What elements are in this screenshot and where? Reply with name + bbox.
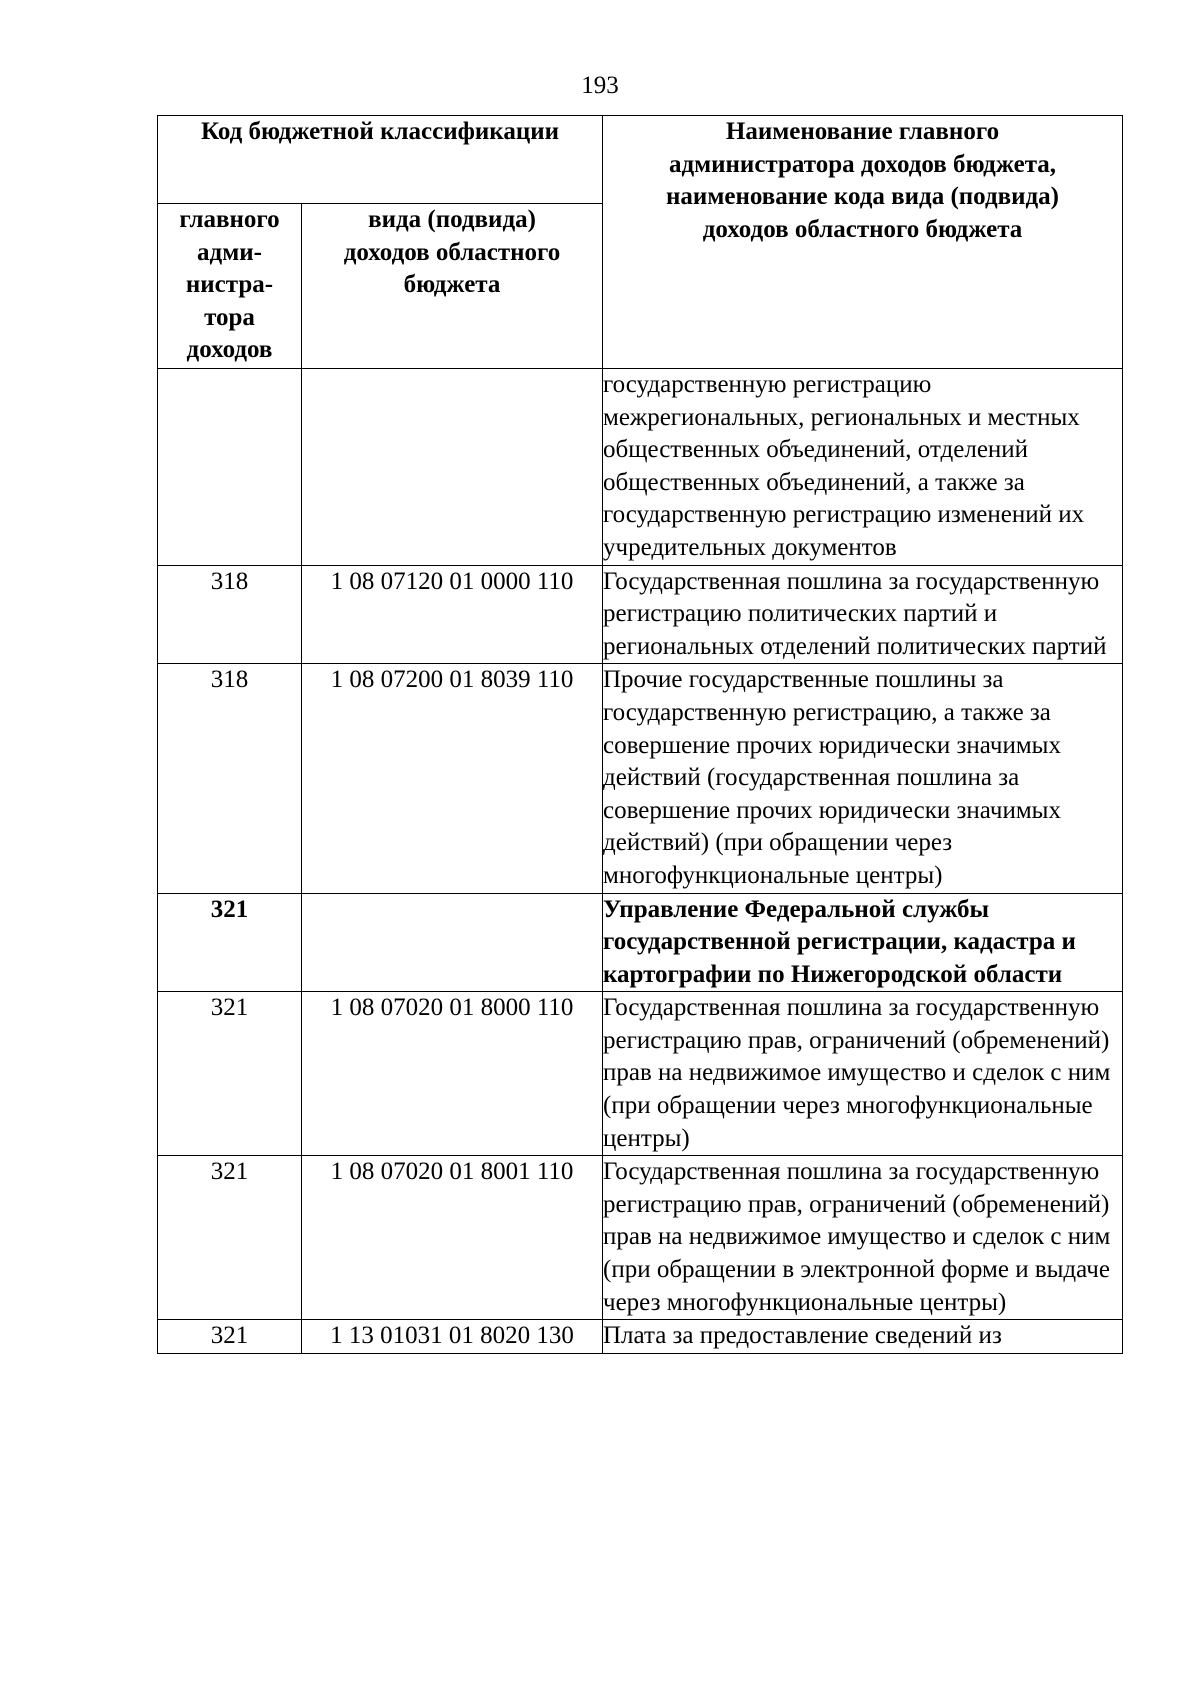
table-row-administrator <box>158 893 1123 992</box>
budget-classification-table <box>157 115 1123 1354</box>
admin-code-cell: 321 <box>158 992 302 1156</box>
header-name-line: Наименование главного <box>725 118 1000 145</box>
table-row <box>158 565 1123 664</box>
admin-code-cell: 321 <box>158 1320 302 1354</box>
admin-code-cell: 321 <box>158 1156 302 1320</box>
table-body <box>158 369 1123 1354</box>
income-name-cell: Государственная пошлина за государственную регистрацию политических партий и региональных отделений политических партий <box>603 565 1123 664</box>
income-code-cell: 1 08 07020 01 8000 110 <box>302 992 603 1156</box>
table-row <box>158 369 1123 566</box>
administrator-name-cell: Управление Федеральной службы государственной регистрации, кадастра и картографии по Нижегородской области <box>603 893 1123 992</box>
admin-code-cell: 318 <box>158 565 302 664</box>
income-code-cell: 1 08 07200 01 8039 110 <box>302 664 603 893</box>
header-name-column <box>603 116 1123 369</box>
header-code-column <box>302 204 603 369</box>
income-name-cell: государственную регистрацию межрегиональных, региональных и местных общественных объединений, отделений общественных объединений, а также за государственную регистрацию изменений их учредительных документов <box>603 369 1123 566</box>
header-name-line: администратора доходов бюджета, <box>668 150 1057 178</box>
page-number: 193 <box>581 72 619 99</box>
header-admin-line: тора <box>204 303 255 331</box>
header-name-line: доходов областного бюджета <box>702 215 1023 243</box>
table-row <box>158 1320 1123 1354</box>
header-admin-line: нистра- <box>185 271 274 299</box>
table-row <box>158 1156 1123 1320</box>
header-admin-line: доходов <box>186 336 273 364</box>
income-name-cell: Государственная пошлина за государственную регистрацию прав, ограничений (обременений) прав на недвижимое имущество и сделок с ним (при обращении в электронной форме и выдаче через многофункциональные центры) <box>603 1156 1123 1320</box>
admin-code-cell <box>158 369 302 566</box>
header-code-line: бюджета <box>403 271 501 299</box>
header-admin-line: адми- <box>197 238 262 266</box>
income-code-cell <box>302 369 603 566</box>
income-code-cell <box>302 893 603 992</box>
header-admin-line: главного <box>179 206 280 233</box>
income-name-cell: Плата за предоставление сведений из <box>603 1320 1123 1354</box>
income-name-cell: Государственная пошлина за государственную регистрацию прав, ограничений (обременений) прав на недвижимое имущество и сделок с ним (при обращении через многофункциональные центры) <box>603 992 1123 1156</box>
header-name-line: наименование кода вида (подвида) <box>666 183 1059 211</box>
income-name-cell: Прочие государственные пошлины за государственную регистрацию, а также за совершение прочих юридически значимых действий (государственная пошлина за совершение прочих юридически значимых действий) (при обращении через многофункциональные центры) <box>603 664 1123 893</box>
header-admin-column <box>158 204 302 369</box>
income-code-cell: 1 08 07020 01 8001 110 <box>302 1156 603 1320</box>
table-header <box>158 116 1123 369</box>
income-code-cell: 1 08 07120 01 0000 110 <box>302 565 603 664</box>
income-code-cell: 1 13 01031 01 8020 130 <box>302 1320 603 1354</box>
table-row <box>158 664 1123 893</box>
admin-code-cell: 321 <box>158 893 302 992</box>
header-code-line: доходов областного <box>343 238 561 266</box>
admin-code-cell: 318 <box>158 664 302 893</box>
table-row <box>158 992 1123 1156</box>
header-classification-code: Код бюджетной классификации <box>158 116 603 204</box>
header-code-line: вида (подвида) <box>368 206 536 233</box>
